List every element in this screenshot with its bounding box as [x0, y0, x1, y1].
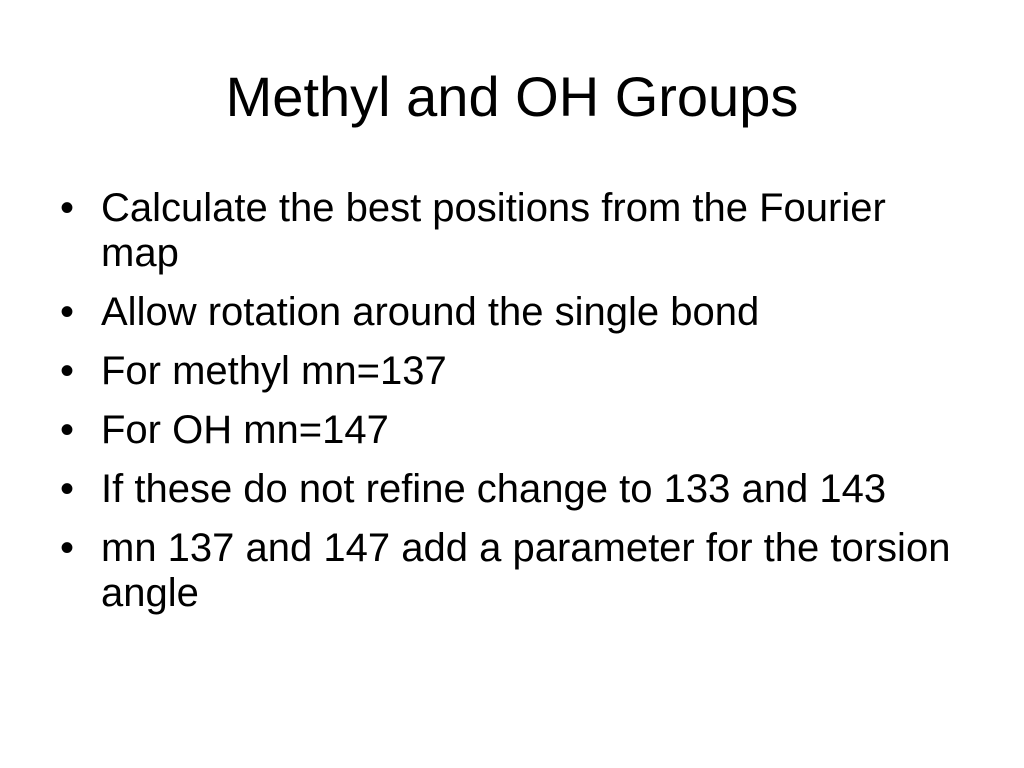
bullet-icon: •	[60, 408, 75, 452]
bullet-text: mn 137 and 147 add a parameter for the torsion angle	[101, 526, 951, 615]
slide-title: Methyl and OH Groups	[225, 65, 799, 128]
bullet-item	[60, 349, 960, 394]
bullet-text: Calculate the best positions from the Fourier map	[101, 186, 886, 275]
bullet-item	[60, 290, 960, 335]
bullet-text: For methyl mn=137	[101, 349, 447, 393]
bullet-list	[60, 186, 960, 630]
bullet-icon: •	[60, 186, 75, 230]
bullet-icon: •	[60, 467, 75, 511]
bullet-item	[60, 467, 960, 512]
bullet-text: For OH mn=147	[101, 408, 389, 452]
bullet-icon: •	[60, 290, 75, 334]
bullet-item	[60, 408, 960, 453]
bullet-icon: •	[60, 349, 75, 393]
bullet-icon: •	[60, 526, 75, 570]
bullet-item	[60, 186, 960, 276]
bullet-text: Allow rotation around the single bond	[101, 290, 760, 334]
bullet-text: If these do not refine change to 133 and 143	[101, 467, 887, 511]
bullet-item	[60, 526, 960, 616]
